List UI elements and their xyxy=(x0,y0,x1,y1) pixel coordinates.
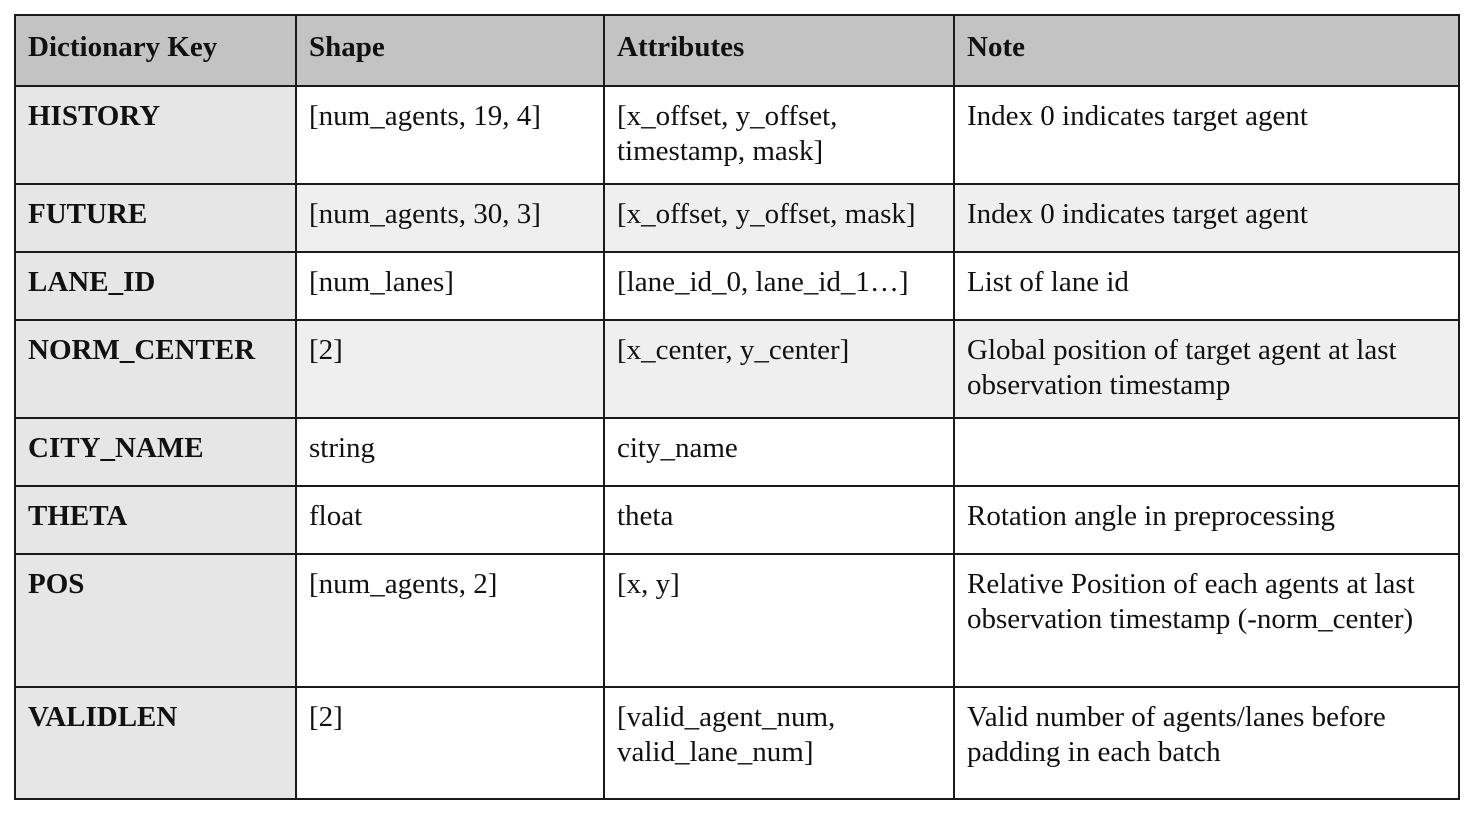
cell-note: Index 0 indicates target agent xyxy=(954,86,1459,184)
table-row xyxy=(15,418,1459,486)
data-dictionary-table xyxy=(14,14,1460,800)
table-row xyxy=(15,86,1459,184)
cell-shape: [2] xyxy=(296,687,604,799)
table-row xyxy=(15,554,1459,687)
table-row xyxy=(15,486,1459,554)
cell-shape: [num_lanes] xyxy=(296,252,604,320)
cell-attributes: [x_offset, y_offset, mask] xyxy=(604,184,954,252)
cell-shape: [2] xyxy=(296,320,604,418)
header-dictionary-key: Dictionary Key xyxy=(15,15,296,86)
cell-attributes: [x, y] xyxy=(604,554,954,687)
cell-note: Index 0 indicates target agent xyxy=(954,184,1459,252)
cell-key: POS xyxy=(15,554,296,687)
cell-note: Valid number of agents/lanes before padding in each batch xyxy=(954,687,1459,799)
cell-key: VALIDLEN xyxy=(15,687,296,799)
cell-attributes: [valid_agent_num, valid_lane_num] xyxy=(604,687,954,799)
table-row xyxy=(15,184,1459,252)
cell-key: FUTURE xyxy=(15,184,296,252)
table-header-row xyxy=(15,15,1459,86)
cell-note: List of lane id xyxy=(954,252,1459,320)
cell-shape: float xyxy=(296,486,604,554)
cell-note: Relative Position of each agents at last observation timestamp (-norm_center) xyxy=(954,554,1459,687)
cell-note xyxy=(954,418,1459,486)
cell-key: CITY_NAME xyxy=(15,418,296,486)
cell-attributes: [lane_id_0, lane_id_1…] xyxy=(604,252,954,320)
cell-key: HISTORY xyxy=(15,86,296,184)
cell-note: Global position of target agent at last observation timestamp xyxy=(954,320,1459,418)
cell-shape: string xyxy=(296,418,604,486)
cell-attributes: [x_center, y_center] xyxy=(604,320,954,418)
cell-attributes: [x_offset, y_offset, timestamp, mask] xyxy=(604,86,954,184)
cell-note: Rotation angle in preprocessing xyxy=(954,486,1459,554)
header-shape: Shape xyxy=(296,15,604,86)
cell-attributes: theta xyxy=(604,486,954,554)
cell-attributes: city_name xyxy=(604,418,954,486)
table-row xyxy=(15,252,1459,320)
cell-key: THETA xyxy=(15,486,296,554)
cell-key: LANE_ID xyxy=(15,252,296,320)
table-row xyxy=(15,320,1459,418)
header-attributes: Attributes xyxy=(604,15,954,86)
cell-shape: [num_agents, 30, 3] xyxy=(296,184,604,252)
cell-key: NORM_CENTER xyxy=(15,320,296,418)
cell-shape: [num_agents, 2] xyxy=(296,554,604,687)
cell-shape: [num_agents, 19, 4] xyxy=(296,86,604,184)
header-note: Note xyxy=(954,15,1459,86)
table-row xyxy=(15,687,1459,799)
